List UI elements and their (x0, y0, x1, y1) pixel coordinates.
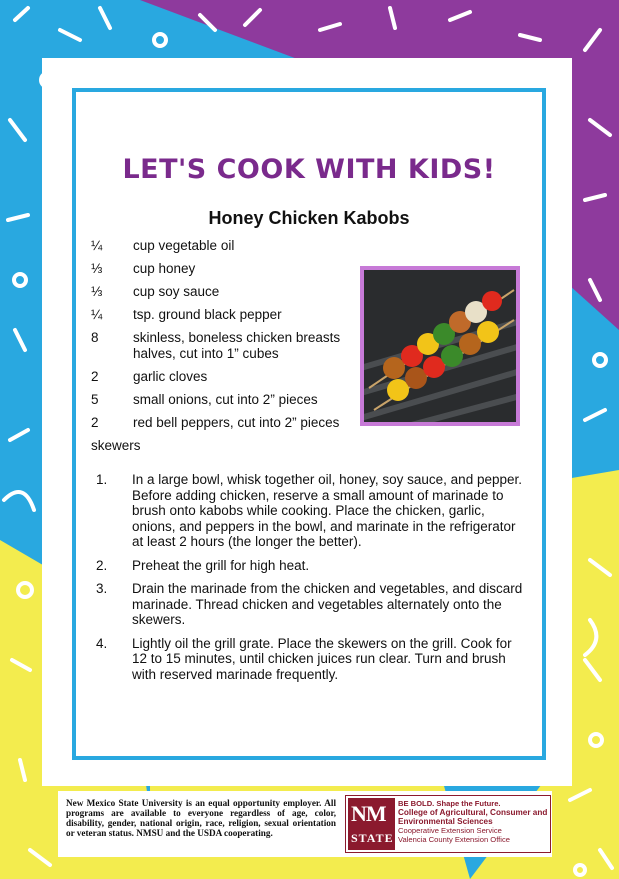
ingredient-item: small onions, cut into 2” pieces (133, 392, 318, 407)
step-text: Drain the marinade from the chicken and vegetables, and discard marinade. Thread chicken and vegetables alternately onto the skewers. (132, 581, 523, 627)
ingredient-row (91, 284, 361, 300)
ingredient-item: cup vegetable oil (133, 238, 235, 253)
ingredient-list (91, 238, 361, 461)
ingredient-item: cup soy sauce (133, 284, 220, 299)
kabob-photo (360, 266, 520, 426)
ingredient-qty: 5 (91, 392, 99, 407)
ingredient-qty: 8 (91, 330, 99, 345)
ingredient-row (91, 330, 361, 362)
step-text: Lightly oil the grill grate. Place the skewers on the grill. Cook for 12 to 15 minutes, until chicken juices run clear. Turn and brush with reserved marinade frequently. (132, 635, 512, 682)
ingredient-row (91, 238, 361, 254)
ingredient-item: cup honey (133, 261, 196, 276)
recipe-frame (72, 88, 546, 760)
ingredient-item: tsp. ground black pepper (133, 307, 282, 322)
step-number: 3. (96, 581, 108, 596)
logo-state-text: STATE (351, 831, 394, 845)
recipe-card (42, 58, 572, 786)
ingredient-row (91, 392, 361, 408)
ingredient-qty: ¼ (91, 307, 103, 322)
ingredient-qty: ¼ (91, 238, 103, 253)
ingredient-item: skewers (91, 438, 141, 453)
ingredient-item: skinless, boneless chicken breasts halves, cut into 1” cubes (133, 330, 341, 361)
logo-nm-text: NM (351, 801, 386, 826)
nmsu-logo (345, 795, 551, 853)
ingredient-row (91, 438, 361, 454)
logo-office: Valencia County Extension Office (398, 835, 510, 844)
step-row (96, 636, 528, 683)
ingredient-item: garlic cloves (133, 369, 208, 384)
step-text: In a large bowl, whisk together oil, honey, soy sauce, and pepper. Before adding chicken, reserve a small amount of marinade to brush onto kabobs while cooking. Place the chicken, garlic, onions, and peppers in the bowl, and marinate in the refrigerator at least 2 hours (the longer the better). (132, 472, 522, 549)
ingredient-item: red bell peppers, cut into 2” pieces (133, 415, 340, 430)
ingredient-qty: 2 (91, 369, 99, 384)
step-number: 4. (96, 635, 108, 651)
step-text: Preheat the grill for high heat. (132, 557, 310, 573)
footer (58, 791, 552, 857)
page-title: LET'S COOK WITH KIDS! (122, 154, 496, 185)
ingredient-row (91, 261, 361, 277)
ingredient-qty: ⅓ (91, 284, 103, 299)
step-number: 2. (96, 557, 108, 573)
ingredient-row (91, 415, 361, 431)
equal-opportunity-statement: New Mexico State University is an equal opportunity employer. All programs are available to everyone regardless of age, color, disability, gender, national origin, race, religion, sexual orientation or veteran status. NMSU and the USDA cooperating. (66, 798, 336, 838)
ingredient-qty: ⅓ (91, 261, 103, 276)
step-list (96, 472, 528, 690)
logo-service: Cooperative Extension Service (398, 826, 502, 835)
step-number: 1. (96, 472, 108, 487)
ingredient-qty: 2 (91, 415, 99, 430)
logo-college: College of Agricultural, Consumer and Environmental Sciences (398, 808, 548, 826)
step-row (96, 581, 528, 628)
step-row (96, 472, 528, 550)
logo-text-block (398, 799, 548, 844)
recipe-title: Honey Chicken Kabobs (208, 208, 410, 228)
logo-tagline: BE BOLD. Shape the Future. (398, 799, 501, 808)
step-row (96, 558, 528, 574)
ingredient-row (91, 369, 361, 385)
ingredient-row (91, 307, 361, 323)
nm-state-mark (348, 798, 395, 850)
kabob-illustration (364, 270, 516, 422)
